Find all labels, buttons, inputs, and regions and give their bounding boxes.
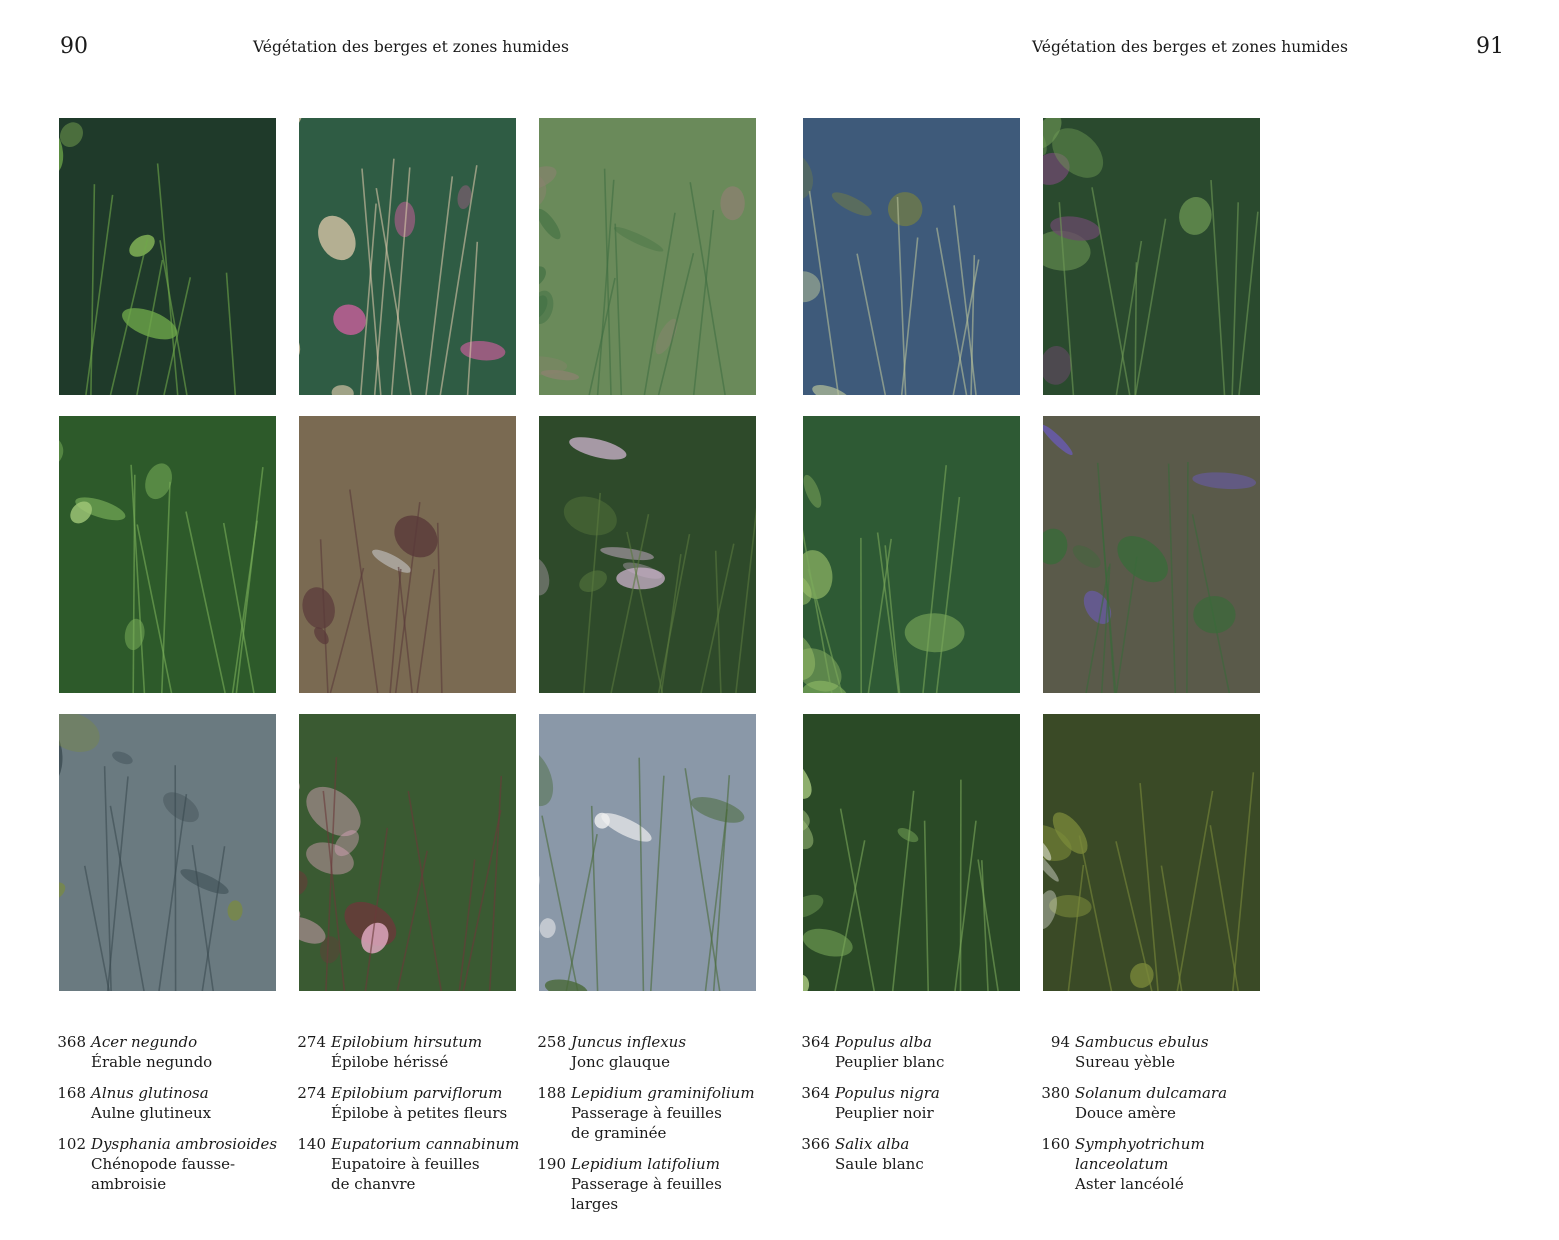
caption-column bbox=[536, 1032, 771, 1225]
page-reference: 168 bbox=[57, 1084, 86, 1102]
caption-entry bbox=[800, 1083, 1035, 1123]
photo-acer-negundo bbox=[59, 118, 276, 395]
photo-lepidium-latifolium bbox=[539, 714, 756, 991]
page-reference: 274 bbox=[297, 1084, 326, 1102]
latin-name: Alnus glutinosa bbox=[91, 1084, 209, 1102]
common-name: Peuplier noir bbox=[835, 1104, 934, 1122]
latin-name: Populus alba bbox=[835, 1033, 932, 1051]
right-running-title: Végétation des berges et zones humides bbox=[1032, 38, 1348, 56]
photo-sambucus-ebulus bbox=[1043, 118, 1260, 395]
page-reference: 364 bbox=[801, 1084, 830, 1102]
common-name: ambroisie bbox=[91, 1175, 167, 1193]
page-reference: 140 bbox=[297, 1135, 326, 1153]
caption-entry bbox=[800, 1032, 1035, 1072]
photo-lepidium-graminifolium bbox=[539, 416, 756, 693]
common-name: Érable negundo bbox=[91, 1053, 213, 1071]
page-reference: 368 bbox=[57, 1033, 86, 1051]
photo-eupatorium-cannabinum bbox=[299, 714, 516, 991]
latin-name: Solanum dulcamara bbox=[1075, 1084, 1228, 1102]
common-name: Chénopode fausse- bbox=[91, 1155, 236, 1173]
common-name: Aulne glutineux bbox=[91, 1104, 212, 1122]
latin-name: Lepidium latifolium bbox=[571, 1155, 720, 1173]
page-reference: 102 bbox=[57, 1135, 86, 1153]
caption-column bbox=[56, 1032, 291, 1205]
caption-column bbox=[1040, 1032, 1275, 1205]
photo-populus-alba bbox=[803, 118, 1020, 395]
left-page-number: 90 bbox=[60, 34, 88, 59]
caption-entry bbox=[56, 1032, 291, 1072]
latin-name: Dysphania ambrosioides bbox=[91, 1135, 278, 1153]
caption-entry bbox=[56, 1134, 291, 1194]
latin-name: Populus nigra bbox=[835, 1084, 940, 1102]
page-reference: 94 bbox=[1050, 1033, 1070, 1051]
page-reference: 190 bbox=[537, 1155, 566, 1173]
common-name: Passerage à feuilles bbox=[571, 1104, 722, 1122]
caption-entry bbox=[1040, 1134, 1275, 1194]
common-name: Passerage à feuilles larges bbox=[571, 1175, 722, 1213]
caption-entry bbox=[536, 1083, 771, 1143]
photo-dysphania-ambrosioides bbox=[59, 714, 276, 991]
left-running-title: Végétation des berges et zones humides bbox=[253, 38, 569, 56]
caption-entry bbox=[536, 1154, 771, 1214]
common-name: Épilobe hérissé bbox=[331, 1053, 449, 1071]
photo-alnus-glutinosa bbox=[59, 416, 276, 693]
latin-name: lanceolatum bbox=[1075, 1155, 1169, 1173]
page-reference: 160 bbox=[1041, 1135, 1070, 1153]
caption-entry bbox=[536, 1032, 771, 1072]
common-name: de graminée bbox=[571, 1124, 667, 1142]
common-name: Eupatoire à feuilles bbox=[331, 1155, 480, 1173]
latin-name: Epilobium hirsutum bbox=[331, 1033, 483, 1051]
page-reference: 366 bbox=[801, 1135, 830, 1153]
photo-epilobium-parviflorum bbox=[299, 416, 516, 693]
photo-salix-alba bbox=[803, 714, 1020, 991]
caption-entry bbox=[296, 1083, 531, 1123]
common-name: Jonc glauque bbox=[571, 1053, 671, 1071]
latin-name: Juncus inflexus bbox=[571, 1033, 687, 1051]
caption-column bbox=[800, 1032, 1035, 1185]
latin-name: Sambucus ebulus bbox=[1075, 1033, 1209, 1051]
caption-entry bbox=[296, 1134, 531, 1194]
right-page-number: 91 bbox=[1476, 34, 1504, 59]
latin-name: Salix alba bbox=[835, 1135, 910, 1153]
caption-column bbox=[296, 1032, 531, 1205]
caption-entry bbox=[800, 1134, 1035, 1174]
common-name: Épilobe à petites fleurs bbox=[331, 1104, 508, 1122]
latin-name: Lepidium graminifolium bbox=[571, 1084, 755, 1102]
common-name: de chanvre bbox=[331, 1175, 416, 1193]
common-name: Saule blanc bbox=[835, 1155, 924, 1173]
photo-symphyotrichum-lanceolatum bbox=[1043, 714, 1260, 991]
page-reference: 188 bbox=[537, 1084, 566, 1102]
photo-solanum-dulcamara bbox=[1043, 416, 1260, 693]
latin-name: Symphyotrichum bbox=[1075, 1135, 1205, 1153]
caption-entry bbox=[296, 1032, 531, 1072]
latin-name: Epilobium parviflorum bbox=[331, 1084, 503, 1102]
page-reference: 274 bbox=[297, 1033, 326, 1051]
page-reference: 364 bbox=[801, 1033, 830, 1051]
common-name: Peuplier blanc bbox=[835, 1053, 945, 1071]
caption-entry bbox=[56, 1083, 291, 1123]
photo-epilobium-hirsutum bbox=[299, 118, 516, 395]
common-name: Douce amère bbox=[1075, 1104, 1176, 1122]
page-reference: 380 bbox=[1041, 1084, 1070, 1102]
page-reference: 258 bbox=[537, 1033, 566, 1051]
photo-populus-nigra bbox=[803, 416, 1020, 693]
latin-name: Acer negundo bbox=[91, 1033, 198, 1051]
photo-juncus-inflexus bbox=[539, 118, 756, 395]
caption-entry bbox=[1040, 1032, 1275, 1072]
caption-entry bbox=[1040, 1083, 1275, 1123]
latin-name: Eupatorium cannabinum bbox=[331, 1135, 520, 1153]
common-name: Sureau yèble bbox=[1075, 1053, 1175, 1071]
common-name: Aster lancéolé bbox=[1075, 1175, 1184, 1193]
